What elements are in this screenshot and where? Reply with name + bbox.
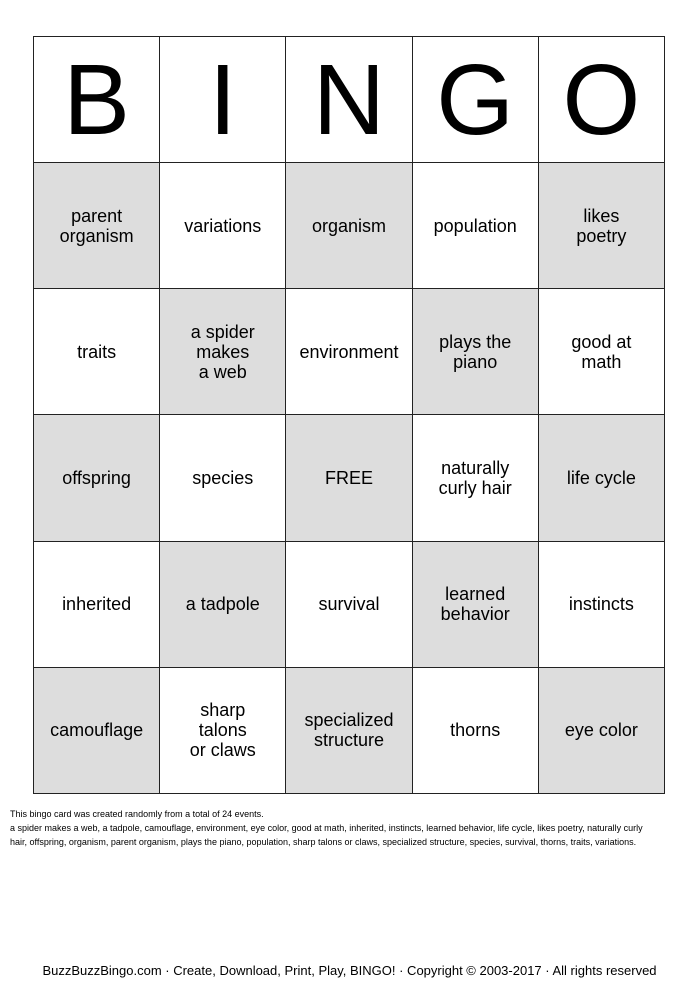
bingo-cell: camouflage [34,668,160,794]
bingo-cell: variations [160,163,286,289]
free-space-cell: FREE [286,415,412,541]
header-letter-g: G [413,37,539,163]
bingo-cell: likes poetry [539,163,665,289]
event-count-note: This bingo card was created randomly from a total of 24 events. [10,809,264,819]
bingo-cell: sharp talons or claws [160,668,286,794]
bingo-cell: a tadpole [160,542,286,668]
bingo-cell: traits [34,289,160,415]
bingo-cell: a spider makes a web [160,289,286,415]
bingo-cell: instincts [539,542,665,668]
bingo-card [33,36,665,794]
bingo-cell: species [160,415,286,541]
bingo-cell: population [413,163,539,289]
bingo-cell: learned behavior [413,542,539,668]
header-letter-b: B [34,37,160,163]
bingo-cell: inherited [34,542,160,668]
bingo-cell: eye color [539,668,665,794]
bingo-cell: good at math [539,289,665,415]
bingo-cell: organism [286,163,412,289]
bingo-cell: offspring [34,415,160,541]
bingo-cell: specialized structure [286,668,412,794]
header-letter-i: I [160,37,286,163]
card-description [10,807,690,849]
bingo-cell: naturally curly hair [413,415,539,541]
bingo-cell: thorns [413,668,539,794]
bingo-cell: plays the piano [413,289,539,415]
event-list-line-2: hair, offspring, organism, parent organism, plays the piano, population, sharp talons or claws, specialized structure, species, survival, thorns, traits, variations. [10,837,637,847]
header-letter-n: N [286,37,412,163]
bingo-cell: survival [286,542,412,668]
bingo-cell: environment [286,289,412,415]
event-list-line-1: a spider makes a web, a tadpole, camouflage, environment, eye color, good at math, inherited, instincts, learned behavior, life cycle, likes poetry, naturally curly [10,823,643,833]
site-credits: BuzzBuzzBingo.com · Create, Download, Print, Play, BINGO! · Copyright © 2003-2017 · All rights reserved [42,963,657,978]
header-letter-o: O [539,37,665,163]
bingo-cell: life cycle [539,415,665,541]
bingo-cell: parent organism [34,163,160,289]
